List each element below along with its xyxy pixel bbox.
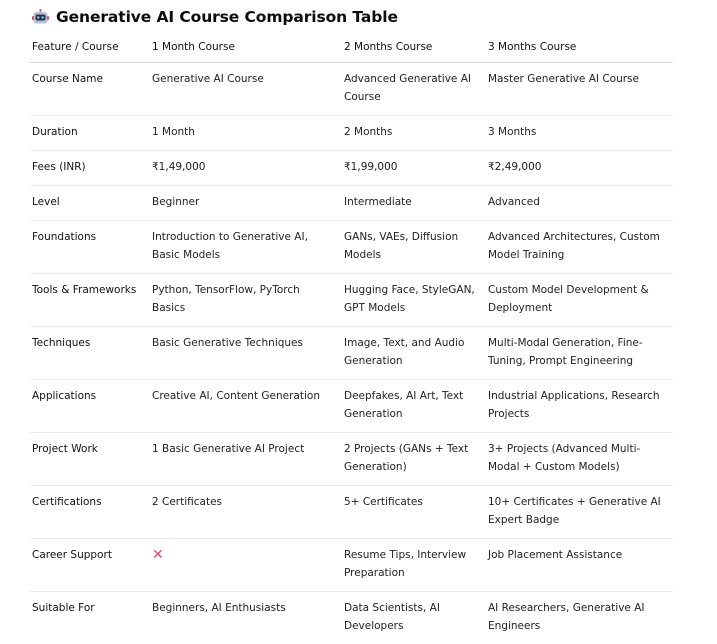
row-feature-label: Techniques <box>30 327 150 380</box>
cell-2-months: GANs, VAEs, Diffusion Models <box>342 221 486 274</box>
column-header-2-months: 2 Months Course <box>342 36 486 63</box>
cross-mark-icon: ✕ <box>152 547 164 563</box>
page-title <box>32 8 398 26</box>
cell-3-months: 3+ Projects (Advanced Multi-Modal + Custom Models) <box>486 433 673 486</box>
table-row <box>30 539 673 592</box>
cell-3-months: AI Researchers, Generative AI Engineers <box>486 592 673 644</box>
table-header-row <box>30 36 673 63</box>
comparison-table <box>30 36 673 644</box>
table-row <box>30 151 673 186</box>
cell-2-months: Deepfakes, AI Art, Text Generation <box>342 380 486 433</box>
cell-3-months: Multi-Modal Generation, Fine-Tuning, Prompt Engineering <box>486 327 673 380</box>
cell-3-months: 3 Months <box>486 116 673 151</box>
row-feature-label: Fees (INR) <box>30 151 150 186</box>
row-feature-label: Suitable For <box>30 592 150 644</box>
cell-2-months: ₹1,99,000 <box>342 151 486 186</box>
table-row <box>30 274 673 327</box>
column-header-1-month: 1 Month Course <box>150 36 342 63</box>
cell-1-month: Creative AI, Content Generation <box>150 380 342 433</box>
row-feature-label: Foundations <box>30 221 150 274</box>
cell-2-months: Hugging Face, StyleGAN, GPT Models <box>342 274 486 327</box>
cell-3-months: Advanced Architectures, Custom Model Training <box>486 221 673 274</box>
row-feature-label: Project Work <box>30 433 150 486</box>
table-row <box>30 221 673 274</box>
cell-3-months: Advanced <box>486 186 673 221</box>
cell-1-month: Basic Generative Techniques <box>150 327 342 380</box>
table-row <box>30 327 673 380</box>
page-title-text: Generative AI Course Comparison Table <box>56 8 398 26</box>
row-feature-label: Certifications <box>30 486 150 539</box>
row-feature-label: Applications <box>30 380 150 433</box>
cell-2-months: 5+ Certificates <box>342 486 486 539</box>
row-feature-label: Tools & Frameworks <box>30 274 150 327</box>
table-row <box>30 186 673 221</box>
cell-3-months: Job Placement Assistance <box>486 539 673 592</box>
row-feature-label: Course Name <box>30 63 150 116</box>
cell-1-month: Python, TensorFlow, PyTorch Basics <box>150 274 342 327</box>
cell-3-months: Custom Model Development & Deployment <box>486 274 673 327</box>
row-feature-label: Level <box>30 186 150 221</box>
cell-2-months: Resume Tips, Interview Preparation <box>342 539 486 592</box>
cell-2-months: Advanced Generative AI Course <box>342 63 486 116</box>
cell-1-month: Beginners, AI Enthusiasts <box>150 592 342 644</box>
robot-icon <box>32 9 49 26</box>
cell-1-month: 1 Month <box>150 116 342 151</box>
cell-1-month: Generative AI Course <box>150 63 342 116</box>
cell-2-months: 2 Months <box>342 116 486 151</box>
table-row <box>30 63 673 116</box>
cell-2-months: Intermediate <box>342 186 486 221</box>
cell-1-month <box>150 539 342 592</box>
table-row <box>30 433 673 486</box>
cell-1-month: ₹1,49,000 <box>150 151 342 186</box>
cell-2-months: Data Scientists, AI Developers <box>342 592 486 644</box>
table-row <box>30 486 673 539</box>
table-row <box>30 592 673 644</box>
cell-1-month: 2 Certificates <box>150 486 342 539</box>
column-header-3-months: 3 Months Course <box>486 36 673 63</box>
row-feature-label: Career Support <box>30 539 150 592</box>
cell-1-month: Beginner <box>150 186 342 221</box>
cell-3-months: Industrial Applications, Research Projects <box>486 380 673 433</box>
cell-3-months: ₹2,49,000 <box>486 151 673 186</box>
table-row <box>30 116 673 151</box>
cell-2-months: Image, Text, and Audio Generation <box>342 327 486 380</box>
cell-3-months: Master Generative AI Course <box>486 63 673 116</box>
table-row <box>30 380 673 433</box>
cell-1-month: Introduction to Generative AI, Basic Models <box>150 221 342 274</box>
column-header-feature: Feature / Course <box>30 36 150 63</box>
row-feature-label: Duration <box>30 116 150 151</box>
cell-2-months: 2 Projects (GANs + Text Generation) <box>342 433 486 486</box>
cell-1-month: 1 Basic Generative AI Project <box>150 433 342 486</box>
cell-3-months: 10+ Certificates + Generative AI Expert Badge <box>486 486 673 539</box>
